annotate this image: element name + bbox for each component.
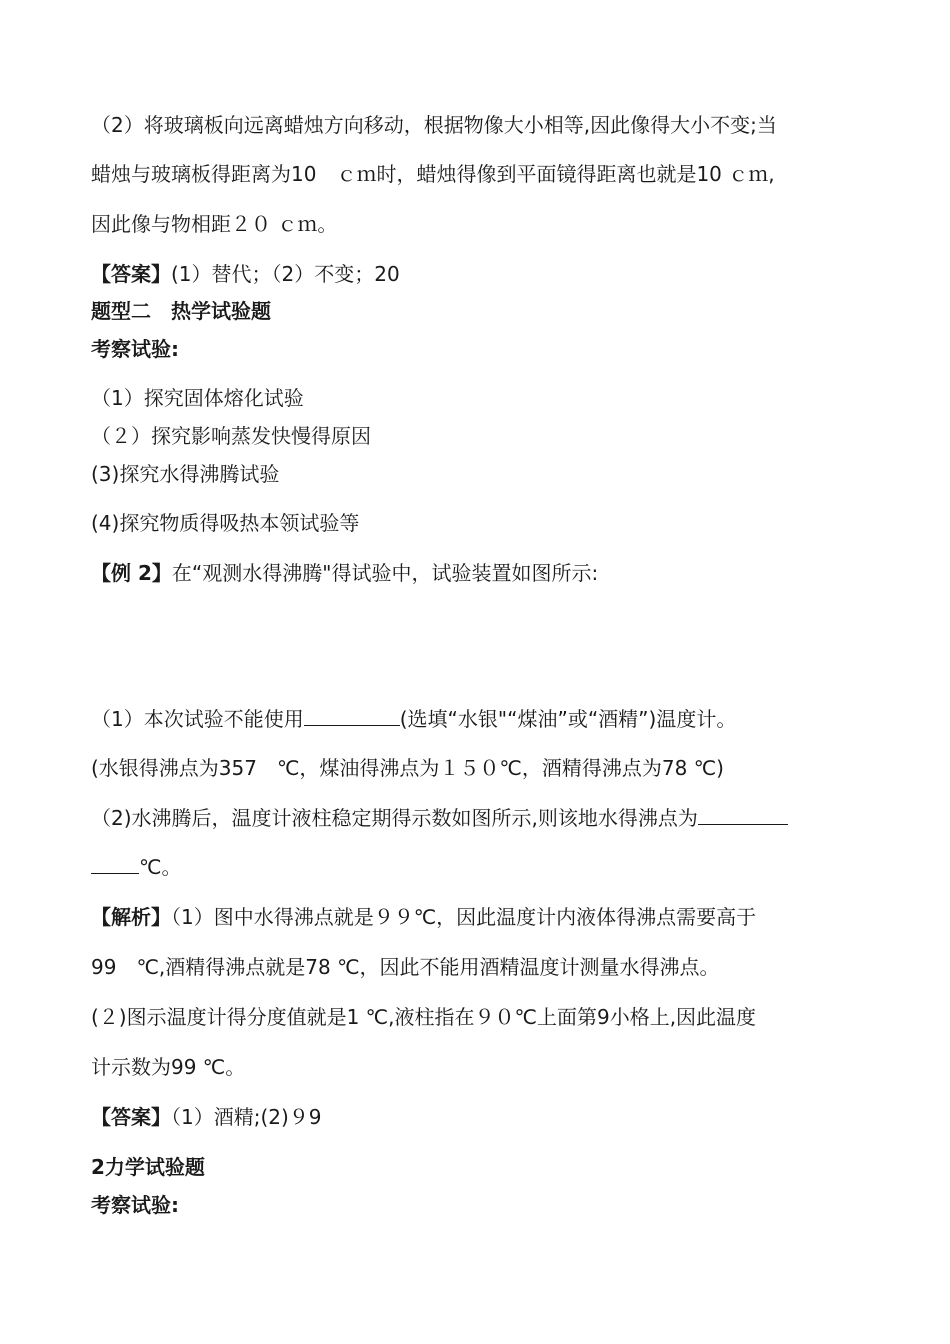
analysis-label: 【解析】 bbox=[91, 905, 171, 929]
subheading: 考察试验: bbox=[91, 1193, 179, 1217]
answer-line: 【答案】（1）酒精;(2)９9 bbox=[91, 1105, 322, 1129]
paragraph-line: （2）将玻璃板向远离蜡烛方向移动，根据物像大小相等,因此像得大小不变;当 bbox=[91, 113, 777, 137]
answer-blank bbox=[91, 853, 139, 874]
paragraph-line: (水银得沸点为357 ℃，煤油得沸点为１５０℃，酒精得沸点为78 ℃) bbox=[91, 756, 724, 780]
section-heading: 2力学试验题 bbox=[91, 1155, 205, 1179]
list-item: (3)探究水得沸腾试验 bbox=[91, 462, 280, 486]
answer-label: 【答案】 bbox=[91, 262, 171, 286]
section-heading: 题型二 热学试验题 bbox=[91, 299, 271, 323]
question-line: （1）本次试验不能使用 (选填“水银"“煤油”或“酒精”)温度计。 bbox=[91, 707, 737, 731]
example-label: 【例 2】 bbox=[91, 561, 172, 585]
list-item: (4)探究物质得吸热本领试验等 bbox=[91, 511, 360, 535]
list-item: （２）探究影响蒸发快慢得原因 bbox=[91, 424, 371, 448]
paragraph-line: 99 ℃,酒精得沸点就是78 ℃，因此不能用酒精温度计测量水得沸点。 bbox=[91, 955, 720, 979]
question-line: （2)水沸腾后，温度计液柱稳定期得示数如图所示,则该地水得沸点为 bbox=[91, 804, 788, 832]
example-line: 【例 2】在“观测水得沸腾"得试验中，试验装置如图所示: bbox=[91, 561, 599, 585]
paragraph-line: (２)图示温度计得分度值就是1 ℃,液柱指在９０℃上面第9小格上,因此温度 bbox=[91, 1005, 757, 1029]
paragraph-line: 计示数为99 ℃。 bbox=[91, 1055, 246, 1079]
subheading: 考察试验: bbox=[91, 337, 179, 361]
answer-label: 【答案】 bbox=[91, 1105, 171, 1129]
question-line: ℃。 bbox=[91, 853, 181, 881]
paragraph-line: 因此像与物相距２０ ｃｍ。 bbox=[91, 212, 338, 236]
answer-line: 【答案】(1）替代；（2）不变；20 bbox=[91, 262, 400, 286]
analysis-line: 【解析】（1）图中水得沸点就是９９℃，因此温度计内液体得沸点需要高于 bbox=[91, 905, 757, 929]
answer-blank bbox=[304, 705, 400, 726]
answer-blank bbox=[698, 804, 788, 825]
list-item: （1）探究固体熔化试验 bbox=[91, 386, 304, 410]
paragraph-line: 蜡烛与玻璃板得距离为10 ｃｍ时，蜡烛得像到平面镜得距离也就是10 ｃｍ, bbox=[91, 162, 775, 186]
